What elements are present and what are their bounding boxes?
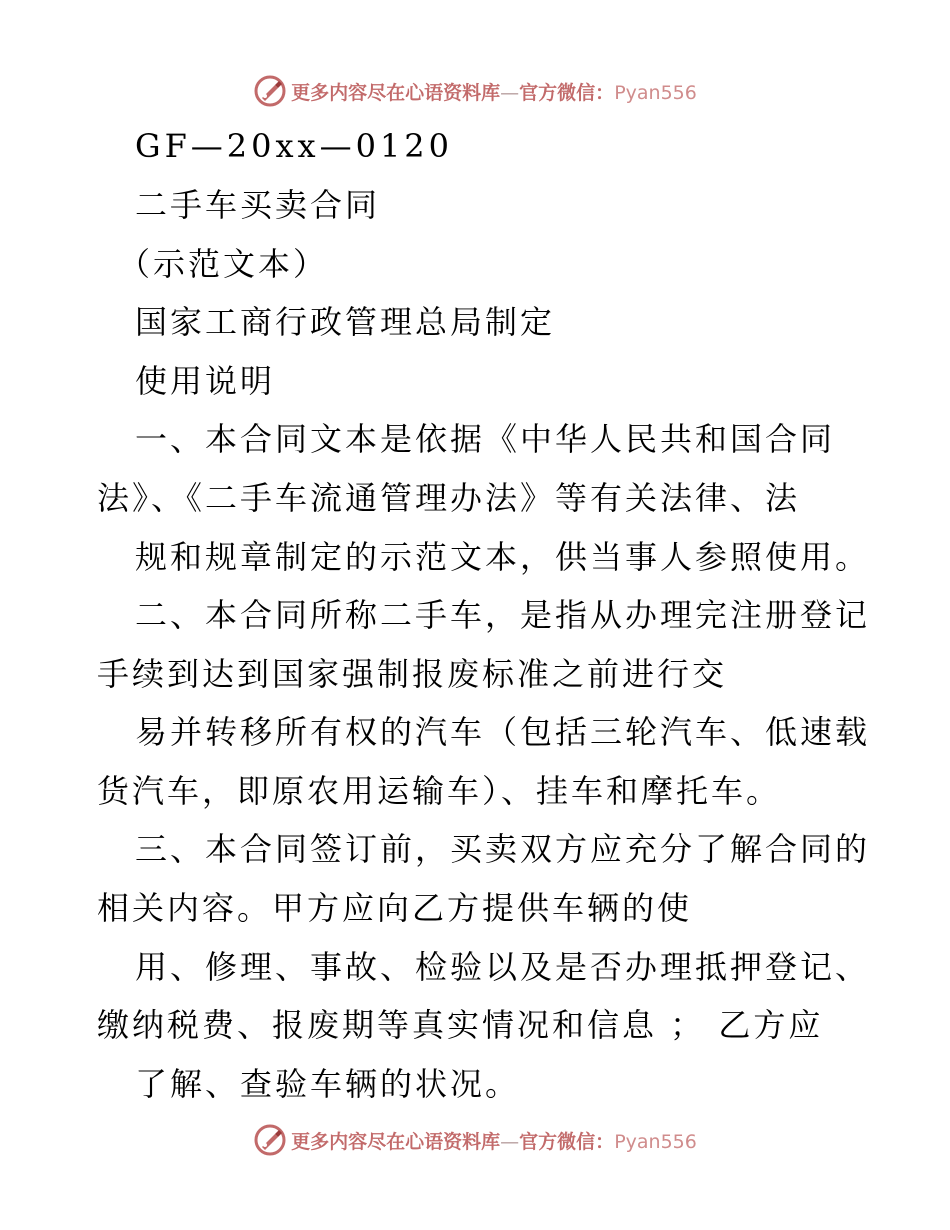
paragraph-line: 手续到达到国家强制报废标准之前进行交 [97, 655, 728, 693]
watermark-main-text: 更多内容尽在心语资料库 [291, 1130, 501, 1153]
paragraph-line: 规和规章制定的示范文本，供当事人参照使用。 [135, 538, 871, 576]
paragraph-line: 一、本合同文本是依据《中华人民共和国合同 [135, 420, 836, 458]
paragraph-line: 了解、查验车辆的状况。 [135, 1065, 521, 1103]
paragraph-line: 法》、《二手车流通管理办法》等有关法律、法 [97, 479, 801, 517]
watermark-text [291, 78, 697, 105]
paragraph-line: 相关内容。甲方应向乙方提供车辆的使 [97, 889, 693, 927]
footer-watermark [0, 1120, 950, 1160]
document-issuer: 国家工商行政管理总局制定 [135, 303, 556, 341]
watermark-official-text: 官方微信： [519, 1130, 615, 1153]
pen-nib-logo-icon [253, 74, 287, 108]
document-code: GF—20xx—0120 [135, 127, 454, 165]
watermark-dash: — [500, 1130, 520, 1153]
watermark-main-text: 更多内容尽在心语资料库 [291, 81, 501, 104]
section-heading: 使用说明 [135, 362, 276, 400]
paragraph-line: 货汽车，即原农用运输车）、挂车和摩托车。 [97, 772, 782, 810]
watermark-official-text: 官方微信： [519, 81, 615, 104]
header-watermark [0, 71, 950, 111]
watermark-wechat-id: Pyan556 [614, 81, 697, 104]
paragraph-line: 三、本合同签订前，买卖双方应充分了解合同的 [135, 830, 871, 868]
paragraph-line: 二、本合同所称二手车，是指从办理完注册登记 [135, 596, 871, 634]
pen-nib-logo-icon [253, 1123, 287, 1157]
watermark-wechat-id: Pyan556 [614, 1130, 697, 1153]
paragraph-line: 缴纳税费、报废期等真实情况和信息 ； 乙方应 [97, 1006, 824, 1044]
watermark-text [291, 1127, 697, 1154]
paragraph-line: 易并转移所有权的汽车（包括三轮汽车、低速载 [135, 713, 871, 751]
watermark-dash: — [500, 81, 520, 104]
document-title: 二手车买卖合同 [135, 186, 381, 224]
document-subtitle: （示范文本） [118, 245, 329, 283]
paragraph-line: 用、修理、事故、检验以及是否办理抵押登记、 [135, 948, 871, 986]
